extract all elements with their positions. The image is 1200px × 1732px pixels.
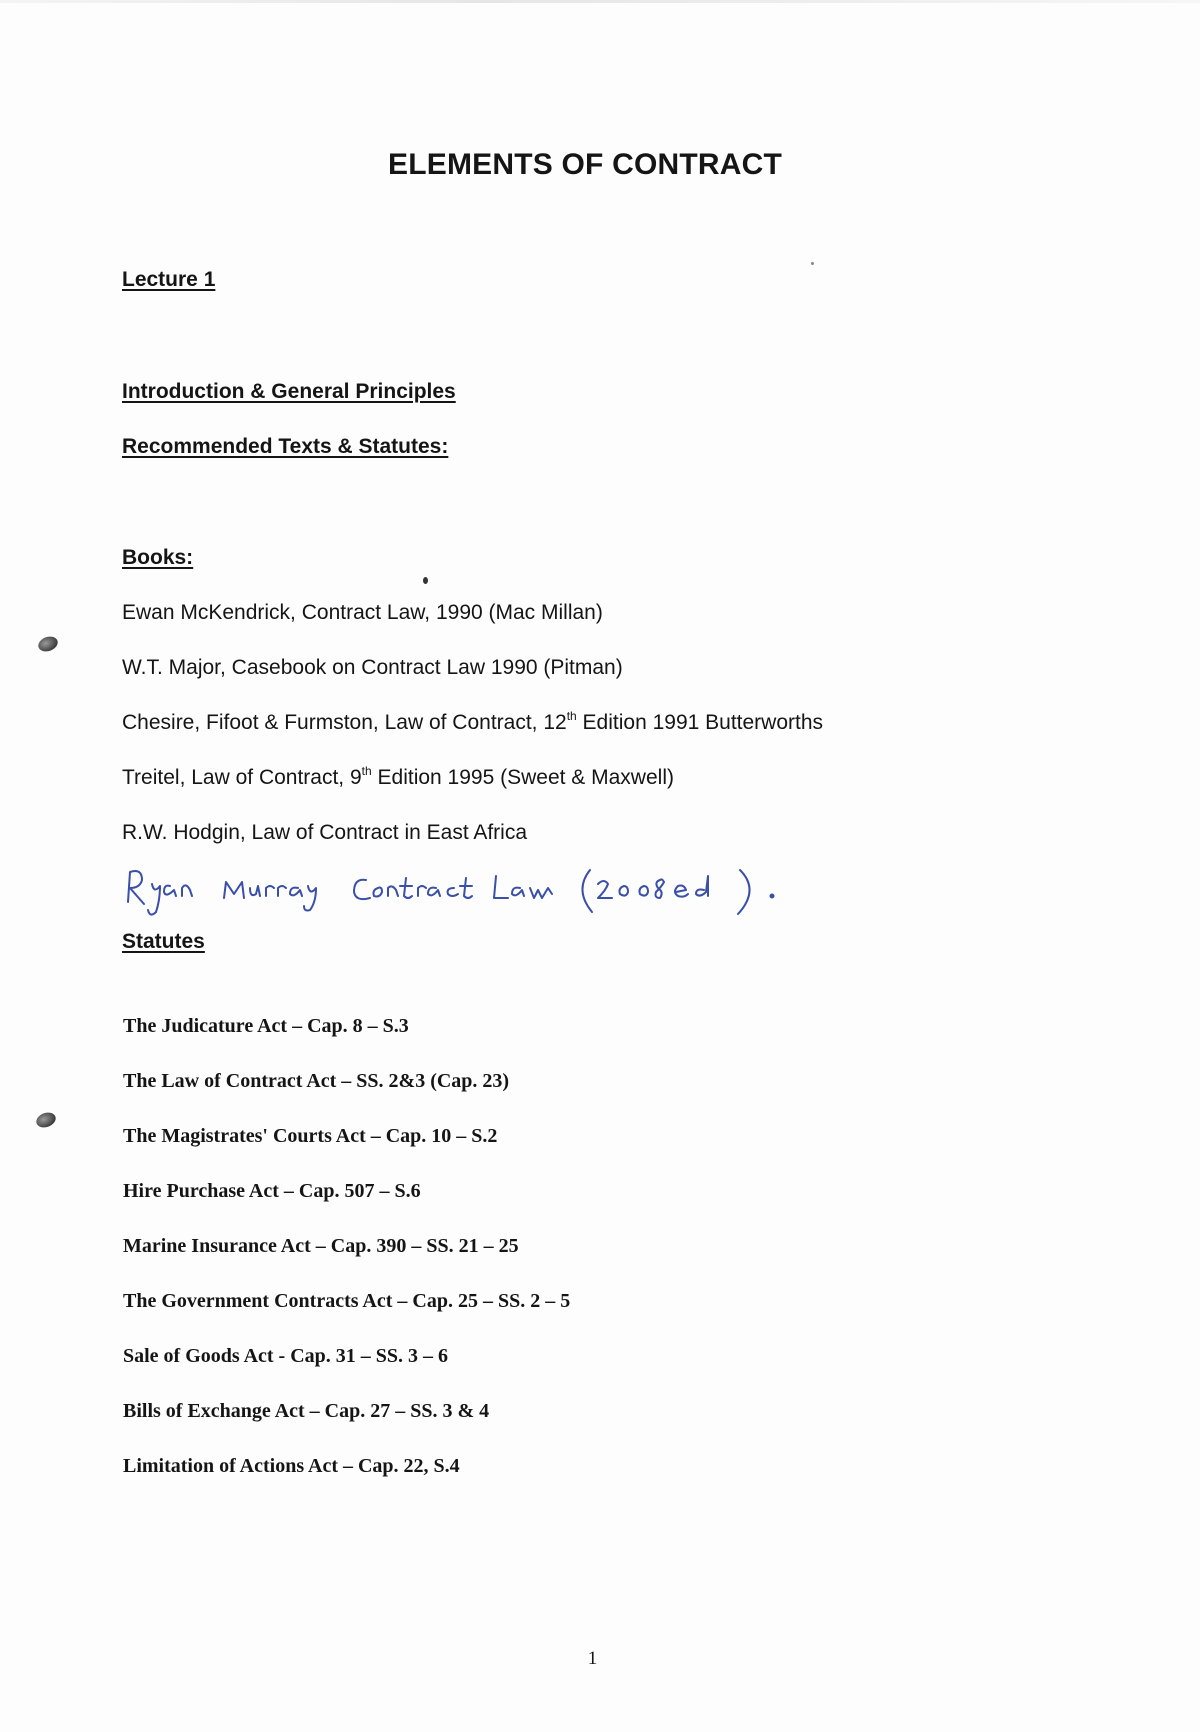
statute-item: Sale of Goods Act - Cap. 31 – SS. 3 – 6 [123, 1345, 449, 1367]
recommended-heading: Recommended Texts & Statutes: [122, 435, 449, 458]
scan-speck [811, 262, 814, 265]
book-item [122, 821, 527, 845]
book-item [122, 656, 623, 680]
punch-hole-mark [36, 634, 60, 654]
book-superscript: th [566, 709, 577, 723]
scan-speck [423, 577, 428, 584]
document-title: ELEMENTS OF CONTRACT [388, 148, 782, 181]
statute-item: Bills of Exchange Act – Cap. 27 – SS. 3 & 4 [123, 1400, 490, 1422]
statute-item: The Law of Contract Act – SS. 2&3 (Cap. 23) [123, 1070, 510, 1092]
scan-edge [0, 0, 1200, 3]
page-number: 1 [587, 1648, 598, 1669]
book-item [122, 766, 674, 790]
section-heading: Introduction & General Principles [122, 380, 456, 403]
book-text: Chesire, Fifoot & Furmston, Law of Contract, 12 [122, 711, 567, 734]
statute-item: Hire Purchase Act – Cap. 507 – S.6 [123, 1180, 421, 1202]
book-text: Edition 1995 (Sweet & Maxwell) [371, 766, 674, 789]
book-item [122, 711, 823, 735]
book-text: W.T. Major, Casebook on Contract Law 1990 (Pitman) [122, 656, 623, 679]
punch-hole-mark [34, 1110, 58, 1130]
book-text: Treitel, Law of Contract, 9 [122, 766, 362, 789]
book-text: Edition 1991 Butterworths [576, 711, 824, 734]
statutes-heading: Statutes [122, 930, 205, 953]
statute-item: The Government Contracts Act – Cap. 25 – SS. 2 – 5 [123, 1290, 571, 1312]
lecture-heading: Lecture 1 [122, 268, 216, 291]
book-item [122, 601, 603, 625]
book-superscript: th [361, 764, 372, 778]
book-text: Ewan McKendrick, Contract Law, 1990 (Mac Millan) [122, 601, 603, 624]
books-heading: Books: [122, 546, 194, 569]
statute-item: The Magistrates' Courts Act – Cap. 10 – S.2 [123, 1125, 498, 1147]
statute-item: Marine Insurance Act – Cap. 390 – SS. 21 – 25 [123, 1235, 519, 1257]
statute-item: The Judicature Act – Cap. 8 – S.3 [123, 1015, 409, 1037]
handwritten-note [120, 860, 840, 920]
statute-item: Limitation of Actions Act – Cap. 22, S.4 [123, 1455, 460, 1477]
book-text: R.W. Hodgin, Law of Contract in East Africa [122, 821, 528, 844]
